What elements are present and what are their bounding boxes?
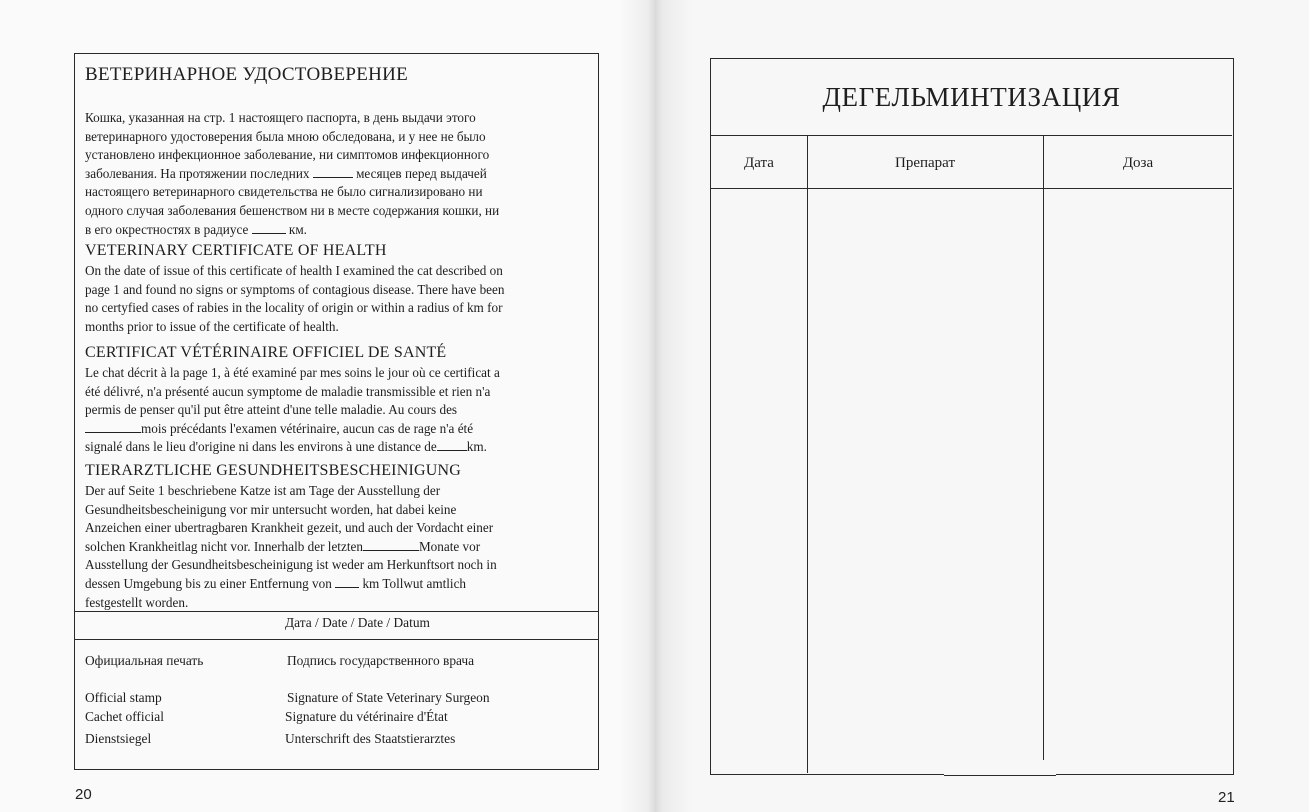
- heading-en: VETERINARY CERTIFICATE OF HEALTH: [85, 242, 387, 259]
- text-fr: Le chat décrit à la page 1, à été examiné par mes soins le jour où ce certificat a été délivré, n'a présenté aucun symptome de maladie transmissible et rien n'a permis de penser qu'il put être atteint d'une telle maladie. Au cours des mois précédants l'examen vétérinaire, aucun cas de rage n'a été signalé dans le lieu d'origine ni dans les environs à une distance de km.: [85, 365, 500, 455]
- months-blank-fr[interactable]: [85, 422, 141, 433]
- months-blank-de[interactable]: [363, 540, 419, 551]
- stamp-label-fr: Cachet official: [85, 709, 164, 724]
- cell-drug[interactable]: [809, 190, 1042, 770]
- signature-rule: [75, 639, 598, 640]
- stamp-label-ru: Официальная печать: [85, 653, 204, 668]
- cell-dose[interactable]: [1045, 190, 1231, 770]
- column-header-dose: Доза: [1122, 155, 1154, 171]
- signature-label-ru: Подпись государственного врача: [287, 653, 475, 668]
- column-divider-1: [807, 135, 808, 773]
- text-de: Der auf Seite 1 beschriebene Katze ist am Tage der Ausstellung der Gesundheitsbescheinigung vor mir untersucht worden, hat dabei keine Anzeichen einer ubertragbaren Krankheit gezeit, und auch der Vordacht einer solchen Krankheitlag nicht vor. Innerhalb der letzten Monate vor Ausstellung der Gesundheitsbescheinigung ist weder am Herkunftsort noch in dessen Umgebung bis zu einer Entfernung von km Tollwut amtlich festgestellt worden.: [85, 483, 497, 610]
- stamp-label-en: Official stamp: [85, 690, 162, 705]
- distance-blank-fr[interactable]: [437, 440, 467, 451]
- heading-ru: ВЕТЕРИНАРНОЕ УДОСТОВЕРЕНИЕ: [85, 64, 409, 85]
- signature-label-fr: Signature du vétérinaire d'État: [285, 709, 448, 724]
- cell-date[interactable]: [711, 190, 806, 770]
- book-gutter: [618, 0, 692, 812]
- signature-label-en: Signature of State Veterinary Surgeon: [287, 690, 490, 705]
- text-en: On the date of issue of this certificate of health I examined the cat described on page 1 and found no signs or symptoms of contagious disease. There have been no certyfied cases of rabies in the locality of origin or within a radius of km for months prior to issue of the certificate of health.: [85, 263, 505, 334]
- bottom-border-segment: [944, 775, 1056, 776]
- date-label: Дата / Date / Date / Datum: [285, 615, 430, 630]
- column-header-date: Дата: [744, 155, 774, 171]
- deworming-table: [710, 58, 1234, 775]
- heading-fr: CERTIFICAT VÉTÉRINAIRE OFFICIEL DE SANTÉ: [85, 344, 447, 361]
- stamp-label-de: Dienstsiegel: [85, 731, 152, 746]
- heading-de: TIERARZTLICHE GESUNDHEITSBESCHEINIGUNG: [85, 462, 462, 479]
- page-number-left: 20: [75, 786, 92, 803]
- page-number-right: 21: [1218, 789, 1235, 806]
- veterinary-certificate-box: [74, 53, 599, 770]
- column-divider-2: [1043, 135, 1044, 773]
- header-rule: [711, 188, 1232, 189]
- text-ru: Кошка, указанная на стр. 1 настоящего паспорта, в день выдачи этого ветеринарного удостоверения была мною обследована, и у нее не было установлено инфекционное заболевание, ни симптомов инфекционного заболевания. На протяжении последних месяцев перед выдачей настоящего ветеринарного свидетельства не было сигнализировано ни одного случая заболевания бешенством ни в месте содержания кошки, ни в его окрестностях в радиусе км.: [85, 110, 500, 237]
- distance-blank-de[interactable]: [335, 577, 359, 588]
- title-rule: [711, 135, 1232, 136]
- radius-blank-ru[interactable]: [252, 223, 286, 234]
- table-title: ДЕГЕЛЬМИНТИЗАЦИЯ: [822, 82, 1121, 112]
- date-rule: [75, 611, 598, 612]
- column-header-drug: Препарат: [895, 155, 955, 171]
- signature-label-de: Unterschrift des Staatstierarztes: [285, 731, 456, 746]
- months-blank-ru[interactable]: [313, 167, 353, 178]
